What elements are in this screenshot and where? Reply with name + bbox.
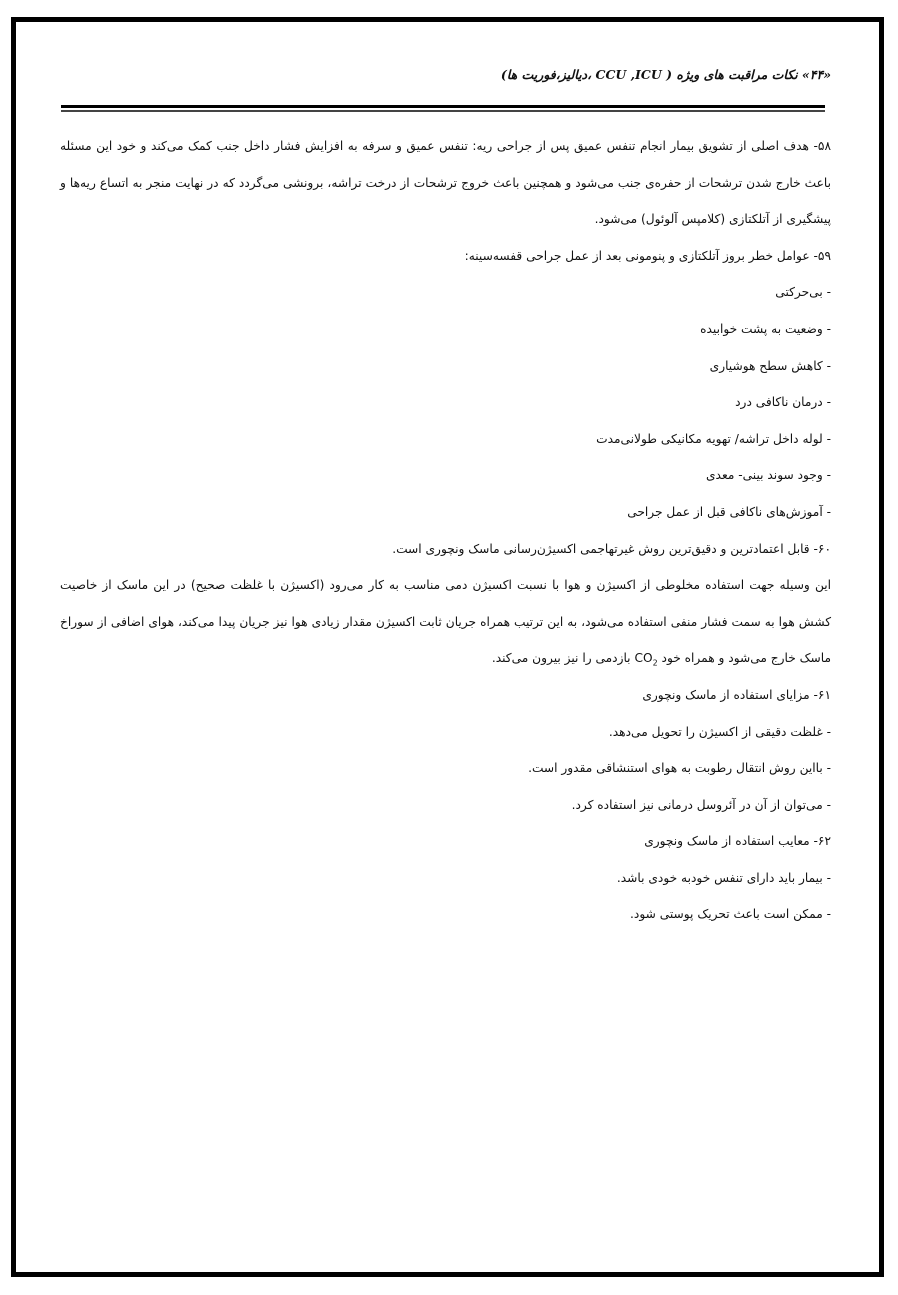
list-item: - بی‌حرکتی — [775, 285, 831, 300]
list-item: - ممکن است باعث تحریک پوستی شود. — [630, 907, 831, 922]
list-item: - کاهش سطح هوشیاری — [709, 358, 831, 373]
header-rule-thick — [61, 105, 825, 108]
co2-formula: $CO_2$ — [634, 651, 658, 668]
list-item: - بیمار باید دارای تنفس خودبه خودی باشد. — [616, 870, 831, 885]
paragraph-q60 — [60, 567, 831, 677]
list-item: - درمان ناکافی درد — [735, 395, 831, 410]
list-item: - آموزش‌های ناکافی قبل از عمل جراحی — [627, 504, 831, 519]
heading-q59: ۵۹- عوامل خطر بروز آتلکتازی و پنومونی بعد از عمل جراحی قفسه‌سینه: — [464, 248, 831, 263]
running-header: «۴۴» نکات مراقبت های ویژه ( CCU ,ICU ،دیالیز،فوریت ها) — [500, 67, 831, 82]
heading-q60: ۶۰- قابل اعتمادترین و دقیق‌ترین روش غیرتهاجمی اکسیژن‌رسانی ماسک ونچوری است. — [392, 541, 831, 556]
list-item: - وجود سوند بینی- معدی — [706, 468, 831, 483]
q60-text-after: بازدمی را نیز بیرون می‌کند. — [491, 651, 635, 666]
body-text — [60, 128, 831, 933]
list-item: - غلظت دقیقی از اکسیژن را تحویل می‌دهد. — [608, 724, 831, 739]
header-rule-thin — [61, 110, 825, 112]
heading-q61: ۶۱- مزایای استفاده از ماسک ونچوری — [642, 687, 831, 702]
heading-q62: ۶۲- معایب استفاده از ماسک ونچوری — [644, 834, 831, 849]
paragraph-q58: ۵۸- هدف اصلی از تشویق بیمار انجام تنفس عمیق پس از جراحی ریه: تنفس عمیق و سرفه به افزایش فشار داخل جنب کمک می‌کند و خود این مسئله باعث خارج شدن ترشحات از حفره‌ی جنب می‌شود و همچنین باعث خروج ترشحات از درخت تراشه، برونشی می‌گردد که در نهایت منجر به اتساع ریه‌ها و پیشگیری از آتلکتازی (کلامپس آلوئول) می‌شود. — [60, 139, 831, 227]
list-item: - می‌توان از آن در آئروسل درمانی نیز استفاده کرد. — [571, 797, 831, 812]
page-border — [11, 17, 884, 1277]
list-item: - بااین روش انتقال رطوبت به هوای استنشاقی مقدور است. — [528, 761, 831, 776]
q60-text-before: این وسیله جهت استفاده مخلوطی از اکسیژن و هوا با نسبت اکسیژن دمی مناسب به کار می‌رود (اکسیژن با غلظت صحیح) در این ماسک از خاصیت کشش هوا به سمت فشار منفی استفاده می‌شود، به این ترتیب همراه جریان ثابت اکسیژن مقدار زیادی هوا نیز جریان پیدا می‌کند، هوای اضافی از سوراخ ماسک خارج می‌شود و همراه خود — [60, 578, 831, 666]
document-page — [16, 22, 879, 1272]
list-item: - وضعیت به پشت خوابیده — [700, 321, 831, 336]
list-item: - لوله داخل تراشه/ تهویه مکانیکی طولانی‌مدت — [596, 431, 831, 446]
